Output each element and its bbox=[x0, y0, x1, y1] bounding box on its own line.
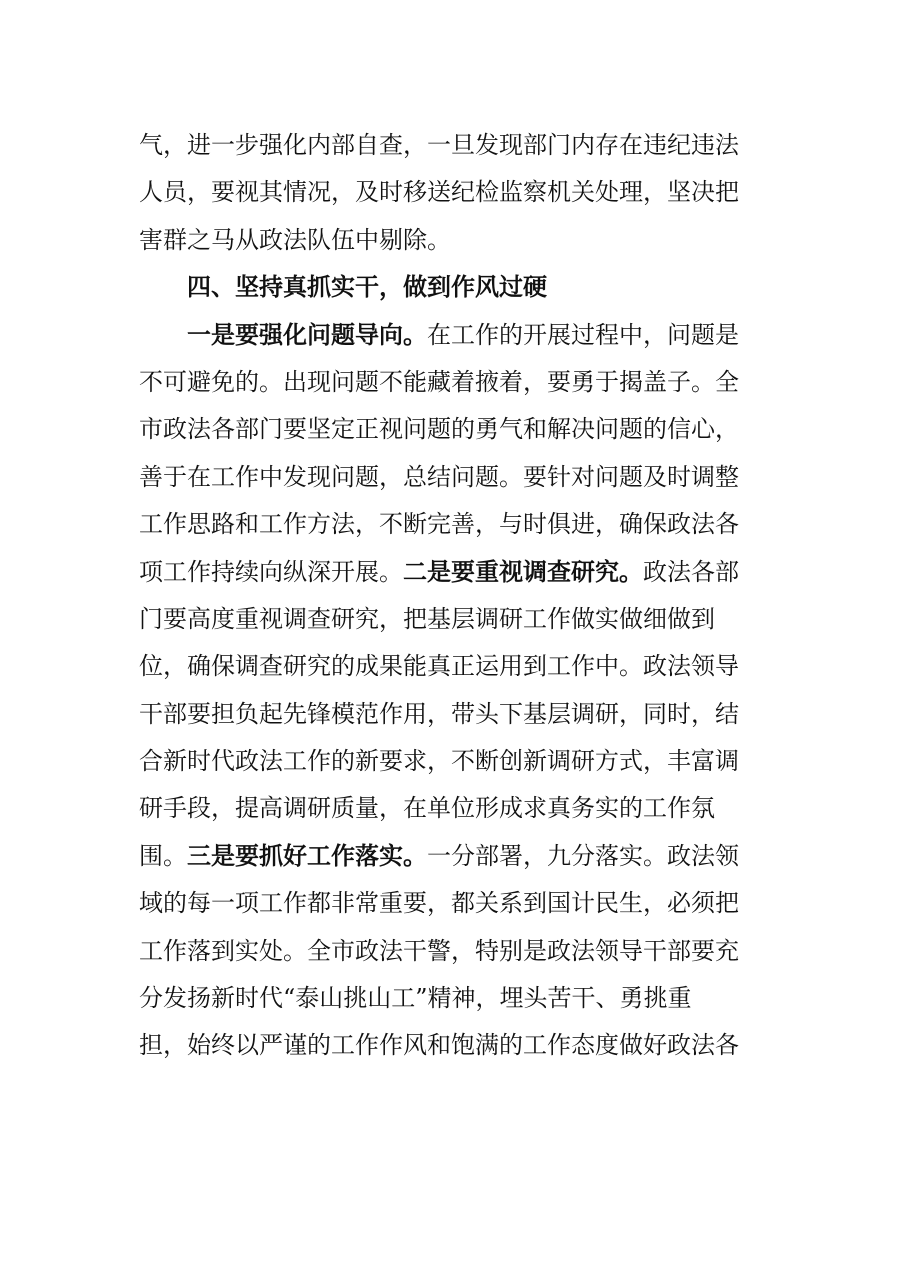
bold-lead-phrase: 一是要强化问题导向。 bbox=[187, 320, 427, 349]
text-line: 担，始终以严谨的工作作风和饱满的工作态度做好政法各 bbox=[139, 1031, 739, 1060]
text-span: 政法各部 bbox=[643, 557, 739, 586]
text-line bbox=[139, 312, 751, 359]
section-heading: 四、坚持真抓实干，做到作风过硬 bbox=[187, 273, 547, 302]
text-line: 位，确保调查研究的成果能真正运用到工作中。政法领导 bbox=[139, 652, 739, 681]
text-line bbox=[139, 549, 751, 596]
text-line: 分发扬新时代“泰山挑山工”精神，埋头苦干、勇挑重 bbox=[139, 984, 692, 1013]
text-line: 气，进一步强化内部自查，一旦发现部门内存在违纪违法 bbox=[139, 131, 739, 159]
text-span: 在工作的开展过程中，问题是 bbox=[427, 320, 739, 349]
text-span: 一分部署，九分落实。政法领 bbox=[427, 841, 739, 870]
bold-lead-phrase: 三是要抓好工作落实。 bbox=[187, 841, 427, 870]
text-line: 门要高度重视调查研究，把基层调研工作做实做细做到 bbox=[139, 604, 715, 633]
text-line: 合新时代政法工作的新要求，不断创新调研方式，丰富调 bbox=[139, 747, 739, 776]
text-line bbox=[139, 833, 751, 880]
text-line: 善于在工作中发现问题，总结问题。要针对问题及时调整 bbox=[139, 462, 739, 491]
text-line: 市政法各部门要坚定正视问题的勇气和解决问题的信心， bbox=[139, 415, 739, 444]
document-body bbox=[139, 122, 751, 1070]
text-span: 围。 bbox=[139, 841, 187, 870]
text-line: 不可避免的。出现问题不能藏着掖着，要勇于揭盖子。全 bbox=[139, 367, 739, 396]
text-line: 人员，要视其情况，及时移送纪检监察机关处理，坚决把 bbox=[139, 178, 739, 207]
text-line: 工作思路和工作方法，不断完善，与时俱进，确保政法各 bbox=[139, 510, 739, 539]
text-line: 域的每一项工作都非常重要，都关系到国计民生，必须把 bbox=[139, 889, 739, 918]
bold-lead-phrase: 二是要重视调查研究。 bbox=[403, 557, 643, 586]
text-line: 干部要担负起先锋模范作用，带头下基层调研，同时，结 bbox=[139, 699, 739, 728]
text-line: 工作落到实处。全市政法干警，特别是政法领导干部要充 bbox=[139, 936, 739, 965]
text-line: 研手段，提高调研质量，在单位形成求真务实的工作氛 bbox=[139, 794, 715, 823]
text-line: 害群之马从政法队伍中剔除。 bbox=[139, 225, 451, 254]
text-span: 项工作持续向纵深开展。 bbox=[139, 557, 403, 586]
